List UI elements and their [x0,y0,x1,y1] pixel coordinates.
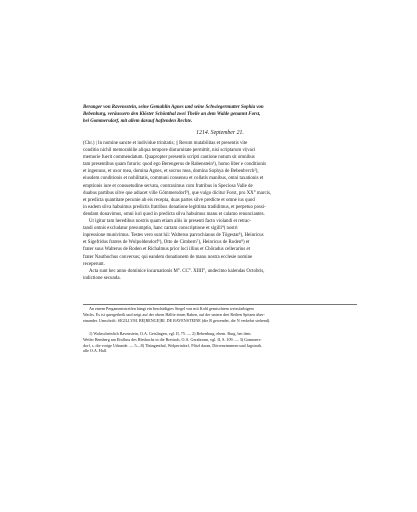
body-line: eiusdem conditionis et nobilitatis, communi consensu et collatis manibus, omni taxationis et [83,176,264,182]
body-line: (Chr.) | In nomine sancte et individue trinitatis; || Rerum mutabilitas et presentis vite [83,141,248,146]
seal-note [83,306,357,323]
footnote-line: 1) Wahrscheinlich Ravenstein, O.A. Geislingen, vgl. II, 75. — 2) Bebenburg, ehem. Burg, bei dem [89,331,251,336]
heading-line: Beranger von Ravensstein, seine Gemahlin Agnes und seine Schwiegermutter Sophia von [83,105,264,110]
body-line: Acta sunt hec anno dominice incarnationis M°. CC°. XIIII°, undecimo kalendas Octobris, [89,268,265,274]
document-body [83,140,357,282]
body-line: tam presentibus quam futuris: quod ego Berengerus de Rabenstein¹), homo liber e conditionis [83,162,267,168]
document-date: 1214. September 21. [196,130,244,136]
body-line: conditio nichil memorabilie aliqua tempore diuturnitate permittit, nisi scriptarum vi|vaci [83,148,256,154]
body-line: memorie fuerit commendatum. Quapropter presentis scripti cautione notum sit omnibus [83,155,255,161]
body-line: Ut igitur tam heredibus nostris quam etiam aliis in presenti facto violandi et retrac- [89,219,252,225]
body-line: et predicta quantitate pecunie ab eis recepta, duas partes silve predicte et omne ius quod [83,197,255,203]
footnote-line: dorf, s. die vorige Urkunde. — 5—8) Thüngenthal, Wolpertsdorf, Pfitzl daran, Dörrenzimmern und Jagstroth. [83,342,263,348]
body-line: emptionis iure et consuetudine servata, contraximus cum fratribus in Speciosa Valle de [83,183,253,189]
body-line: frater suus Walterus de Roden et Richalmus prior loci illius et Chôradus cellerarius et [83,247,250,253]
body-line: receperunt. [83,261,105,267]
body-line: indictione secunda. [83,275,121,281]
footnotes [83,331,357,354]
note-line: An einem Pergamentstreifen hängt ein beschädigtes Siegel von mit Kohl gemischtem weissfarbigem [89,306,254,311]
body-line: et ingenuus, et uxor mea, domina Agnes, et socrus mea, domina Sophya de Bebenbvrch²), [83,169,259,175]
document-heading [83,104,357,125]
heading-line: bei Gommersdorf, mit allem darauf haftenden Rechte. [83,119,193,124]
body-line: duabus partibus silve que adiacet ville Gömmersdorf³), que vulgo dicitur Forst, pro XX° marcis, [83,190,272,196]
body-line: in eadem silva habuimus predictis fratribus donatione legittima tradidimus, et perpetuo possi- [83,204,266,210]
body-line: tandi omnis excludatur presumptio, hanc cartam conscriptione et sigilli⁴) nostri [83,226,238,232]
heading-line: Bebenburg, veräussern den Klöster Schönthal zwei Theile an dem Walde genannt Forst, [83,112,261,117]
body-line: dendam donavimus, omni iuri quod in predicta silva habuimus manu et calamo renunciantes. [83,211,265,217]
footnote-line: alle O.A. Hall. [83,348,107,354]
note-line: einander. Umschrift: SIGILLVM. BE[RENGE]RI. DE RAVENSTEINE (die R gewendet, die N verkehrt stehend). [83,317,271,323]
body-line: et Sigefridus fratres de Wolpoldendorf⁶), Otto de Cimbern⁷), Heinricus de Roden⁸) et [83,240,250,246]
note-line: Wachs. Es ist quergetheilt und zeigt auf der obern Hälfte einen Raben, auf der untern drei Reihen Spitzen über- [83,311,265,317]
body-line: inpressione munivimus. Testes vero sunt hii: Walterus parrochianus de Tôgestat⁵), Heinricus [83,233,264,239]
footnote-line: Weiler Bemberg am Einfluss des Blesbachs in die Brettach, O.A. Gerabronn, vgl. II, S. 109. — 3) Gommers- [83,336,262,342]
footnote-divider [83,304,357,305]
body-line: frater Nauthochus conversus; qui eandem donationem de manu nostra ecclesie nomine [83,254,253,260]
